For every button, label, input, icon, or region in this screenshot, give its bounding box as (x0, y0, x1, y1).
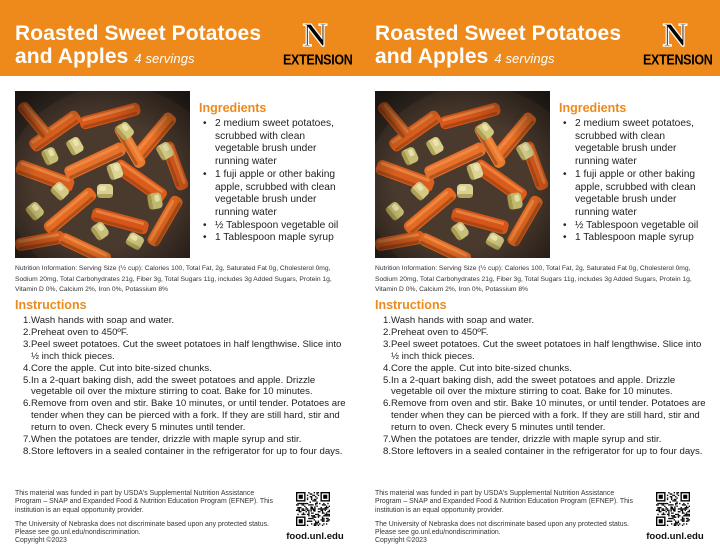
list-item: • 1 Tablespoon maple syrup (563, 232, 694, 244)
recipe-header (360, 0, 720, 76)
bullet-icon: • (563, 118, 567, 129)
roasted-sweet-potatoes-photo-icon (375, 91, 550, 258)
list-item: • ½ Tablespoon vegetable oil (563, 219, 699, 231)
copyright: Copyright ©2023 (375, 537, 427, 545)
nebraska-n-logo-icon: N (662, 17, 688, 54)
nondiscrimination-statement: The University of Nebraska does not discriminate based upon any protected status. Please see go.unl.edu/nondiscrimination. (375, 520, 629, 537)
list-item: 2. Preheat oven to 450ºF. (23, 326, 129, 338)
list-item: • 1 fuji apple or other baking apple, scrubbed with clean vegetable brush under running water (563, 168, 696, 218)
bullet-icon: • (563, 232, 567, 244)
list-item: 6. Remove from oven and stir. Bake 10 minutes, or until tender. Potatoes are tender when they can be pierced with a fork. If they are still hard, stir and return to oven. Check every 5 minutes until tender. (383, 398, 706, 434)
list-item: 4. Core the apple. Cut into bite-sized chunks. (23, 362, 212, 374)
bullet-icon: • (563, 219, 567, 231)
list-item: 1. Wash hands with soap and water. (383, 315, 535, 326)
copyright: Copyright ©2023 (15, 537, 67, 545)
nutrition-information: Nutrition Information: Serving Size (½ cup): Calories 100, Total Fat, 2g, Saturated Fat 0g, Cholesterol 0mg, Sodium 20mg, Total Carbohydrates 21g, Fiber 3g, Total Sugars 11g, includes 3g Added Sugars, Protein 1g, Vitamin D 0%, Calcium 2%, Iron 0%, Potassium 8% (15, 265, 332, 293)
recipe-header (0, 0, 360, 76)
list-item: • 2 medium sweet potatoes, scrubbed with clean vegetable brush under running water (563, 118, 694, 168)
servings-label: 4 servings (494, 51, 555, 66)
nutrition-information: Nutrition Information: Serving Size (½ cup): Calories 100, Total Fat, 2g, Saturated Fat 0g, Cholesterol 0mg, Sodium 20mg, Total Carbohydrates 21g, Fiber 3g, Total Sugars 11g, includes 3g Added Sugars, Protein 1g, Vitamin D 0%, Calcium 2%, Iron 0%, Potassium 8% (375, 265, 692, 293)
list-item: 1. Wash hands with soap and water. (23, 315, 175, 326)
ingredients-heading: Ingredients (199, 101, 267, 115)
website-link[interactable]: food.unl.edu (286, 531, 344, 542)
list-item: 7. When the potatoes are tender, drizzle with maple syrup and stir. (383, 434, 662, 446)
extension-logo (643, 17, 713, 69)
extension-logo (283, 17, 353, 69)
list-item: 4. Core the apple. Cut into bite-sized chunks. (383, 362, 572, 374)
title-line-2: and Apples (15, 45, 129, 68)
ingredients-list (559, 118, 711, 245)
instructions-heading: Instructions (15, 298, 87, 312)
bullet-icon: • (203, 232, 207, 244)
nondiscrimination-statement: The University of Nebraska does not discriminate based upon any protected status. Please see go.unl.edu/nondiscrimination. (15, 520, 269, 537)
list-item: 6. Remove from oven and stir. Bake 10 minutes, or until tender. Potatoes are tender when they can be pierced with a fork. If they are still hard, stir and return to oven. Check every 5 minutes until tender. (23, 398, 346, 434)
list-item: 5. In a 2-quart baking dish, add the sweet potatoes and apple. Drizzle vegetable oil over the mixture stirring to coat. Bake for 10 minutes. (383, 374, 676, 398)
list-item: 5. In a 2-quart baking dish, add the sweet potatoes and apple. Drizzle vegetable oil over the mixture stirring to coat. Bake for 10 minutes. (23, 374, 316, 398)
list-item: • 1 fuji apple or other baking apple, scrubbed with clean vegetable brush under running water (203, 168, 336, 218)
title-line-1: Roasted Sweet Potatoes (375, 22, 622, 45)
ingredients-list (199, 118, 351, 245)
bullet-icon: • (203, 168, 207, 180)
qr-code-icon[interactable] (656, 492, 690, 526)
recipe-title (15, 22, 261, 70)
bullet-icon: • (203, 118, 207, 129)
bullet-icon: • (563, 168, 567, 180)
footer-disclaimer (375, 490, 637, 546)
list-item: • 1 Tablespoon maple syrup (203, 232, 334, 244)
list-item: • ½ Tablespoon vegetable oil (203, 219, 339, 231)
recipe-photo (15, 91, 190, 258)
ingredients-heading: Ingredients (559, 101, 627, 115)
instructions-heading: Instructions (375, 298, 447, 312)
extension-wordmark: EXTENSION (643, 51, 713, 69)
list-item: • 2 medium sweet potatoes, scrubbed with clean vegetable brush under running water (203, 118, 334, 168)
roasted-sweet-potatoes-photo-icon (15, 91, 190, 258)
recipe-title (375, 22, 621, 70)
list-item: 2. Preheat oven to 450ºF. (383, 326, 489, 338)
footer-disclaimer (15, 490, 277, 546)
extension-wordmark: EXTENSION (283, 51, 353, 69)
recipe-photo (375, 91, 550, 258)
funding-statement: This material was funded in part by USDA's Supplemental Nutrition Assistance Program – SNAP and Expanded Food & Nutrition Education Program (EFNEP). This institution is an equal opportunity provider. (375, 490, 633, 514)
list-item: 3. Peel sweet potatoes. Cut the sweet potatoes in half lengthwise. Slice into ½ inch thick pieces. (23, 338, 342, 362)
nebraska-n-logo-icon: N (302, 17, 328, 54)
instructions-list (375, 315, 709, 458)
instructions-list (15, 315, 349, 458)
list-item: 8. Store leftovers in a sealed container in the refrigerator for up to four days. (23, 445, 343, 457)
servings-label: 4 servings (134, 51, 195, 66)
title-line-2: and Apples (375, 45, 489, 68)
recipe-card (360, 0, 720, 556)
list-item: 3. Peel sweet potatoes. Cut the sweet potatoes in half lengthwise. Slice into ½ inch thick pieces. (383, 338, 702, 362)
qr-code-icon[interactable] (296, 492, 330, 526)
list-item: 8. Store leftovers in a sealed container in the refrigerator for up to four days. (383, 445, 703, 457)
website-link[interactable]: food.unl.edu (646, 531, 704, 542)
list-item: 7. When the potatoes are tender, drizzle with maple syrup and stir. (23, 434, 302, 446)
title-line-1: Roasted Sweet Potatoes (15, 22, 262, 45)
bullet-icon: • (203, 219, 207, 231)
funding-statement: This material was funded in part by USDA's Supplemental Nutrition Assistance Program – SNAP and Expanded Food & Nutrition Education Program (EFNEP). This institution is an equal opportunity provider. (15, 490, 273, 514)
